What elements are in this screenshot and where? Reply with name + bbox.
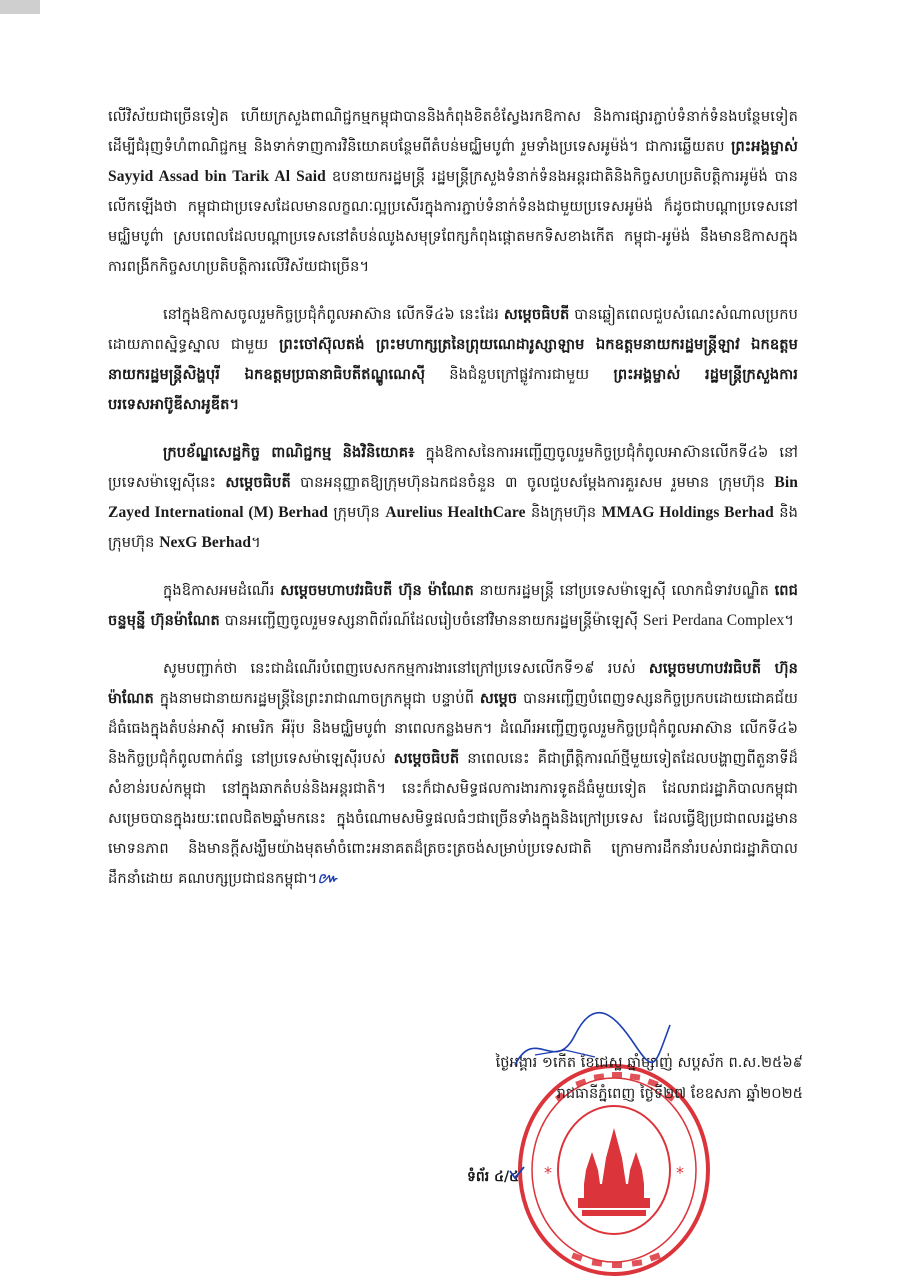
bold-run: ព្រះអង្គម្ចាស់ រដ្ឋមន្ត្រីក្រសួងការបរទេសអាប៊ូឌីសាអូឌីត។ bbox=[108, 366, 798, 413]
venue-name: Seri Perdana Complex bbox=[642, 612, 785, 629]
place-date: រាជធានីភ្នំពេញ ថ្ងៃទី២៧ ខែឧសភា ឆ្នាំ២០២៥ bbox=[556, 1085, 803, 1102]
paragraph-spouse-visit bbox=[108, 576, 798, 636]
svg-text:*: * bbox=[676, 1163, 684, 1182]
text-run: បានឆ្លៀតពេលជួបសំណេះសំណាលប្រកបដោយភាពស្និទ្ធស្នាល ជាមួយ bbox=[108, 306, 799, 353]
svg-text:*: * bbox=[544, 1163, 552, 1182]
scan-corner-mark bbox=[0, 0, 40, 14]
bold-run: ពេជ ចន្ទមុន្នី ហ៊ុនម៉ាណែត bbox=[108, 582, 798, 629]
paragraph-bilateral-meetings bbox=[108, 300, 798, 420]
paragraph-oman bbox=[108, 102, 798, 282]
bold-run: សម្តេចធិបតី bbox=[503, 306, 570, 323]
document-body bbox=[108, 102, 798, 912]
text-run: លើវិស័យជាច្រើនទៀត ហើយក្រសួងពាណិជ្ជកម្មកម្ពុជាបាននិងកំពុងខិតខំស្វែងរកឱកាស និងការផ្សារភ្ជាប់ទំនាក់ទំនងបន្ថែមទៀត ដើម្បីជំរុញទំហំពាណិជ្ជកម្ម និងទាក់ទាញការវិនិយោគបន្ថែមពីតំបន់មជ្ឈិមបូព៌ា រួមទាំងប្រទេសអូម៉ង់។ ជាការឆ្លើយតប bbox=[108, 108, 798, 155]
bold-run: ព្រះអង្គម្ចាស់ bbox=[731, 138, 798, 155]
text-run: ក្រុមហ៊ុន bbox=[327, 504, 386, 521]
text-run: បានអញ្ជើញចូលរួមទស្សនាពិព័រណ៍ដែលរៀបចំនៅវិមាននាយករដ្ឋមន្ត្រីម៉ាឡេស៊ី bbox=[219, 612, 643, 629]
text-run: សូមបញ្ជាក់ថា នេះជាដំណើរបំពេញបេសកកម្មការងារនៅក្រៅប្រទេសលើកទី១៩ របស់ bbox=[163, 660, 649, 677]
closing-mark: ៚ bbox=[317, 871, 339, 887]
paragraph-economic-framework bbox=[108, 438, 798, 558]
text-run: និងក្រុមហ៊ុន bbox=[108, 504, 799, 551]
bold-run: សម្តេចធិបតី bbox=[393, 750, 460, 767]
page-number: ទំព័រ ៤/៤ bbox=[467, 1169, 520, 1185]
company-name: Bin Zayed International (M) Berhad bbox=[108, 474, 798, 521]
check-mark-icon bbox=[508, 1165, 526, 1181]
bold-run: ព្រះចៅស៊ុលតង់ ព្រះមហាក្សត្រនៃព្រុយណេដារូស្សាឡាម ឯកឧត្តមនាយករដ្ឋមន្ត្រីឡាវ ឯកឧត្តមនាយករដ្ឋមន្ត្រីសិង្ហបុរី ឯកឧត្តមប្រធានាធិបតីឥណ្ឌូណេស៊ី bbox=[108, 336, 799, 383]
company-name: Aurelius HealthCare bbox=[385, 504, 526, 521]
text-run: នាពេលនេះ គឺជាព្រឹត្តិការណ៍ថ្មីមួយទៀតដែលបង្ហាញពីតួនាទីដ៏សំខាន់របស់កម្ពុជា នៅក្នុងឆាកតំបន់និងអន្តរជាតិ។ នេះក៏ជាសមិទ្ធផលការងារការទូតដ៏ធំមួយទៀត ដែលរាជរដ្ឋាភិបាលកម្ពុជាសម្រេចបានក្នុងរយៈពេលជិត២ឆ្នាំមកនេះ ក្នុងចំណោមសមិទ្ធផលធំៗជាច្រើនទាំងក្នុងនិងក្រៅប្រទេស ដែលធ្វើឱ្យប្រជាពលរដ្ឋមានមោទនភាព និងមានក្តីសង្ឃឹមយ៉ាងមុតមាំចំពោះអនាគតដ៏ត្រចះត្រចង់សម្រាប់ប្រទេសជាតិ ក្រោមការដឹកនាំរបស់រាជរដ្ឋាភិបាលដឹកនាំដោយ គណបក្សប្រជាជនកម្ពុជា។ bbox=[108, 750, 799, 887]
company-name: MMAG Holdings Berhad bbox=[601, 504, 774, 521]
bold-run: សម្តេច bbox=[479, 690, 518, 707]
text-run: ក្នុងឱកាសនៃការអញ្ជើញចូលរួមកិច្ចប្រជុំកំពូលអាស៊ានលើកទី៤៦ នៅប្រទេសម៉ាឡេស៊ីនេះ bbox=[108, 444, 798, 491]
text-run: ឧបនាយករដ្ឋមន្ត្រី រដ្ឋមន្ត្រីក្រសួងទំនាក់ទំនងអន្តរជាតិនិងកិច្ចសហប្រតិបត្តិការអូម៉ង់ បានលើកឡើងថា កម្ពុជាជាប្រទេសដែលមានលក្ខណៈល្អប្រសើរក្នុងការភ្ជាប់ទំនាក់ទំនងជាមួយប្រទេសអូម៉ង់ ក៏ដូចជាបណ្តាប្រទេសនៅមជ្ឈិមបូព៌ា ស្របពេលដែលបណ្តាប្រទេសនៅតំបន់ឈូងសមុទ្រពែក្សកំពុងផ្តោតមកទិសខាងកើត កម្ពុជា-អូម៉ង់ នឹងមានឱកាសក្នុងការពង្រីកកិច្ចសហប្រតិបត្តិការលើវិស័យជាច្រើន។ bbox=[108, 168, 798, 275]
latin-name-run: Sayyid Assad bin Tarik Al Said bbox=[108, 168, 332, 185]
text-run: ។ bbox=[251, 534, 261, 551]
paragraph-mission-summary bbox=[108, 654, 798, 894]
text-run: ក្នុងឱកាសអមដំណើរ bbox=[163, 582, 281, 599]
signature-scribble bbox=[505, 1005, 675, 1085]
bold-run: សម្តេចមហាបវរធិបតី ហ៊ុន ម៉ាណែត bbox=[280, 582, 474, 599]
text-run: បានអញ្ជើញបំពេញទស្សនកិច្ចប្រកបដោយជោគជ័យដ៏ធំធេងក្នុងតំបន់អាស៊ី អាមេរិក អឺរ៉ុប និងមជ្ឈិមបូព៌ា នាពេលកន្លងមក។ ដំណើរអញ្ជើញចូលរួមកិច្ចប្រជុំកំពូលអាស៊ាន លើកទី៤៦ និងកិច្ចប្រជុំកំពូលពាក់ព័ន្ធ នៅប្រទេសម៉ាឡេស៊ីរបស់ bbox=[108, 690, 798, 767]
text-run: ។ bbox=[784, 612, 795, 629]
company-name: NexG Berhad bbox=[159, 534, 252, 551]
section-heading: ក្របខ័ណ្ឌសេដ្ឋកិច្ច ពាណិជ្ជកម្ម និងវិនិយោគ៖ bbox=[163, 444, 415, 461]
bold-run: សម្តេចធិបតី bbox=[225, 474, 291, 491]
text-run: និងជំនួបក្រៅផ្លូវការជាមួយ bbox=[425, 366, 614, 383]
lunar-date: ថ្ងៃអង្គារ ១កើត ខែជេស្ឋ ឆ្នាំម្សាញ់ សប្តស័ក ព.ស.២៥៦៩ bbox=[495, 1054, 803, 1071]
bold-run: សម្តេចមហាបវរធិបតី ហ៊ុន ម៉ាណែត bbox=[108, 660, 798, 707]
text-run: បានអនុញ្ញាតឱ្យក្រុមហ៊ុនឯកជនចំនួន ៣ ចូលជួបសម្តែងការគួរសម រួមមាន ក្រុមហ៊ុន bbox=[290, 474, 775, 491]
text-run: នៅក្នុងឱកាសចូលរួមកិច្ចប្រជុំកំពូលអាស៊ាន លើកទី៤៦ នេះដែរ bbox=[163, 306, 504, 323]
text-run: និងក្រុមហ៊ុន bbox=[525, 504, 602, 521]
text-run: ក្នុងនាមជានាយករដ្ឋមន្ត្រីនៃព្រះរាជាណាចក្រកម្ពុជា បន្ទាប់ពី bbox=[153, 690, 480, 707]
text-run: នាយករដ្ឋមន្ត្រី នៅប្រទេសម៉ាឡេស៊ី លោកជំទាវបណ្ឌិត bbox=[473, 582, 775, 599]
